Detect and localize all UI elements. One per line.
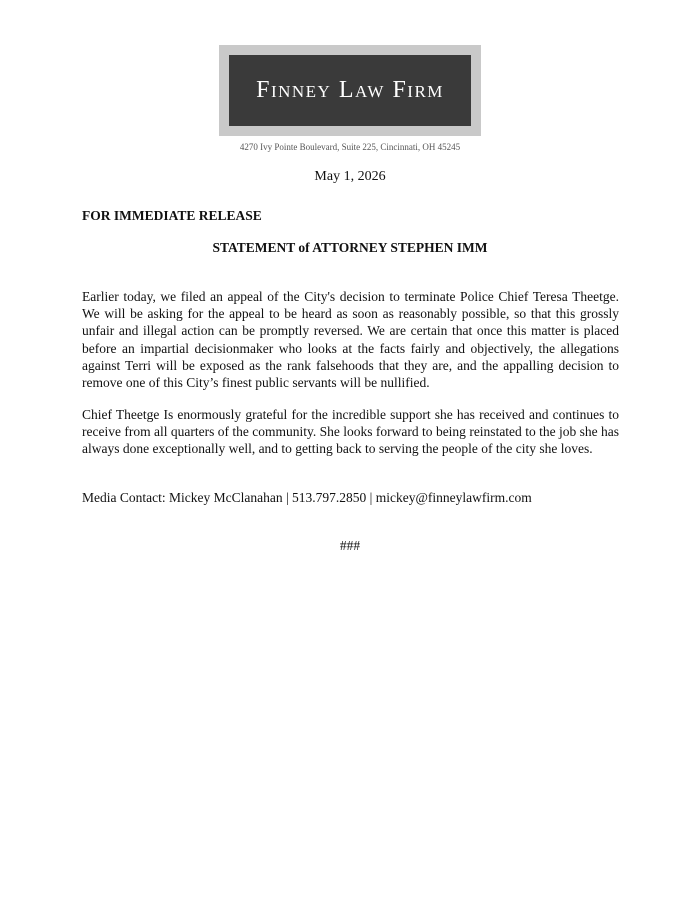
release-label: FOR IMMEDIATE RELEASE bbox=[82, 208, 262, 223]
firm-address: 4270 Ivy Pointe Boulevard, Suite 225, Cincinnati, OH 45245 bbox=[239, 142, 461, 152]
firm-name: Finney Law Firm bbox=[256, 77, 444, 103]
statement-paragraph-2: Chief Theetge Is enormously grateful for the incredible support she has received and continues to receive from all quarters of the community. She looks forward to being reinstated to the job she has always done exceptionally well, and to getting back to serving the people of the city she loves. bbox=[82, 407, 619, 457]
statement-paragraph-1: Earlier today, we filed an appeal of the City's decision to terminate Police Chief Teresa Theetge. We will be asking for the appeal to be heard as soon as reasonably possible, so that this grossly unfair and illegal action can be promptly reversed. We are certain that once this matter is placed before an impartial decisionmaker who looks at the facts fairly and objectively, the allegations against Terri will be exposed as the rank falsehoods that they are, and the appalling decision to remove one of this City’s finest public servants will be nullified. bbox=[82, 289, 619, 391]
firm-logo bbox=[219, 45, 481, 136]
media-contact: Media Contact: Mickey McClanahan | 513.797.2850 | mickey@finneylawfirm.com bbox=[82, 490, 532, 505]
firm-logo-panel bbox=[229, 55, 471, 126]
end-mark: ### bbox=[339, 538, 361, 553]
statement-title: STATEMENT of ATTORNEY STEPHEN IMM bbox=[212, 240, 488, 255]
release-date: May 1, 2026 bbox=[314, 169, 386, 184]
